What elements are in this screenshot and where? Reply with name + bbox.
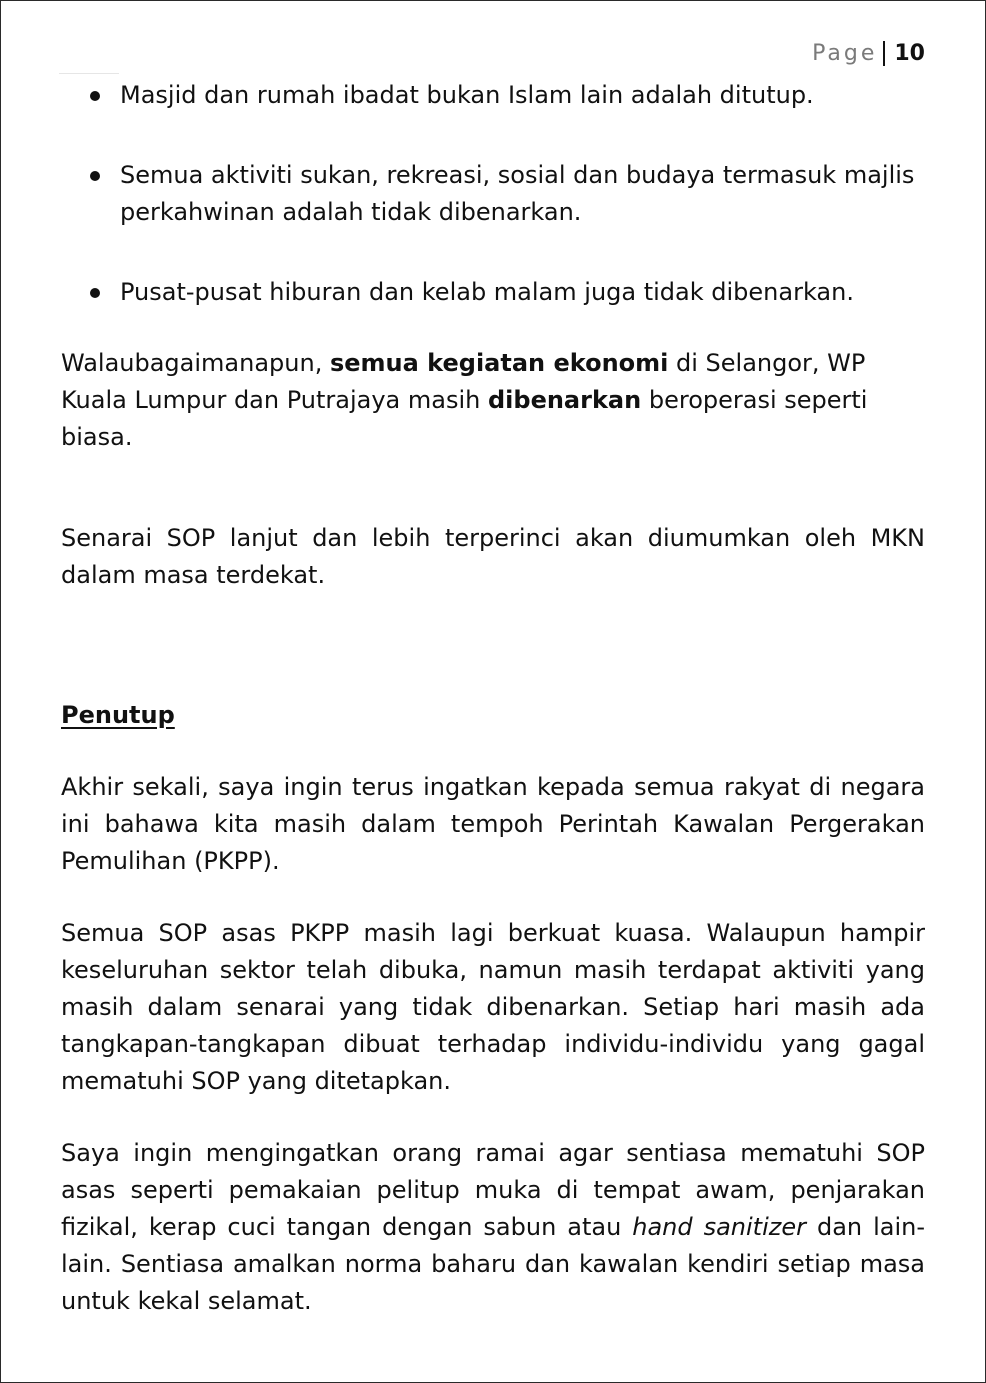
- economy-paragraph: [61, 345, 925, 456]
- closing-3-italic: hand sanitizer: [632, 1213, 806, 1241]
- closing-paragraph-2: Semua SOP asas PKPP masih lagi berkuat kuasa. Walaupun hampir keseluruhan sektor telah dibuka, namun masih terdapat aktiviti yang masih dalam senarai yang tidak dibenarkan. Setiap hari masih ada tangkapan-tangkapan dibuat terhadap individu-individu yang gagal mematuhi SOP yang ditetapkan.: [61, 919, 925, 1095]
- page-label: Page: [812, 41, 878, 66]
- list-item-text: Pusat-pusat hiburan dan kelab malam juga tidak dibenarkan.: [120, 278, 854, 306]
- economy-text-3: beroperasi seperti biasa.: [61, 386, 868, 451]
- closing-paragraph-1: Akhir sekali, saya ingin terus ingatkan kepada semua rakyat di negara ini bahawa kita masih dalam tempoh Perintah Kawalan Pergerakan Pemulihan (PKPP).: [61, 773, 925, 875]
- list-item-text: Semua aktiviti sukan, rekreasi, sosial dan budaya termasuk majlis perkahwinan adalah tidak dibenarkan.: [120, 161, 915, 226]
- header-divider: [59, 73, 119, 74]
- bullet-icon: [90, 171, 100, 181]
- section-heading: Penutup: [61, 701, 175, 729]
- sop-paragraph: Senarai SOP lanjut dan lebih terperinci akan diumumkan oleh MKN dalam masa terdekat.: [61, 524, 925, 589]
- bullet-icon: [90, 91, 100, 101]
- economy-text-1: Walaubagaimanapun,: [61, 349, 330, 377]
- closing-3-text-1: Saya ingin mengingatkan orang ramai agar sentiasa mematuhi SOP asas seperti pemakaian pelitup muka di tempat awam, penjarakan fizikal, kerap cuci tangan dengan sabun atau: [61, 1139, 925, 1241]
- bullet-icon: [90, 288, 100, 298]
- list-item: [61, 157, 925, 231]
- closing-3-text-2: dan lain-lain. Sentiasa amalkan norma baharu dan kawalan kendiri setiap masa untuk kekal selamat.: [61, 1213, 925, 1315]
- list-item: [61, 77, 925, 114]
- restriction-list: [61, 77, 925, 311]
- list-item: [61, 274, 925, 311]
- document-body: [61, 77, 925, 1320]
- closing-paragraph-3: [61, 1135, 925, 1320]
- economy-bold-2: dibenarkan: [487, 386, 642, 414]
- economy-text-2: di Selangor, WP Kuala Lumpur dan Putrajaya masih: [61, 349, 866, 414]
- page-number: 10: [883, 41, 925, 66]
- list-item-text: Masjid dan rumah ibadat bukan Islam lain adalah ditutup.: [120, 81, 814, 109]
- page-header: [812, 41, 925, 66]
- economy-bold-1: semua kegiatan ekonomi: [329, 349, 669, 377]
